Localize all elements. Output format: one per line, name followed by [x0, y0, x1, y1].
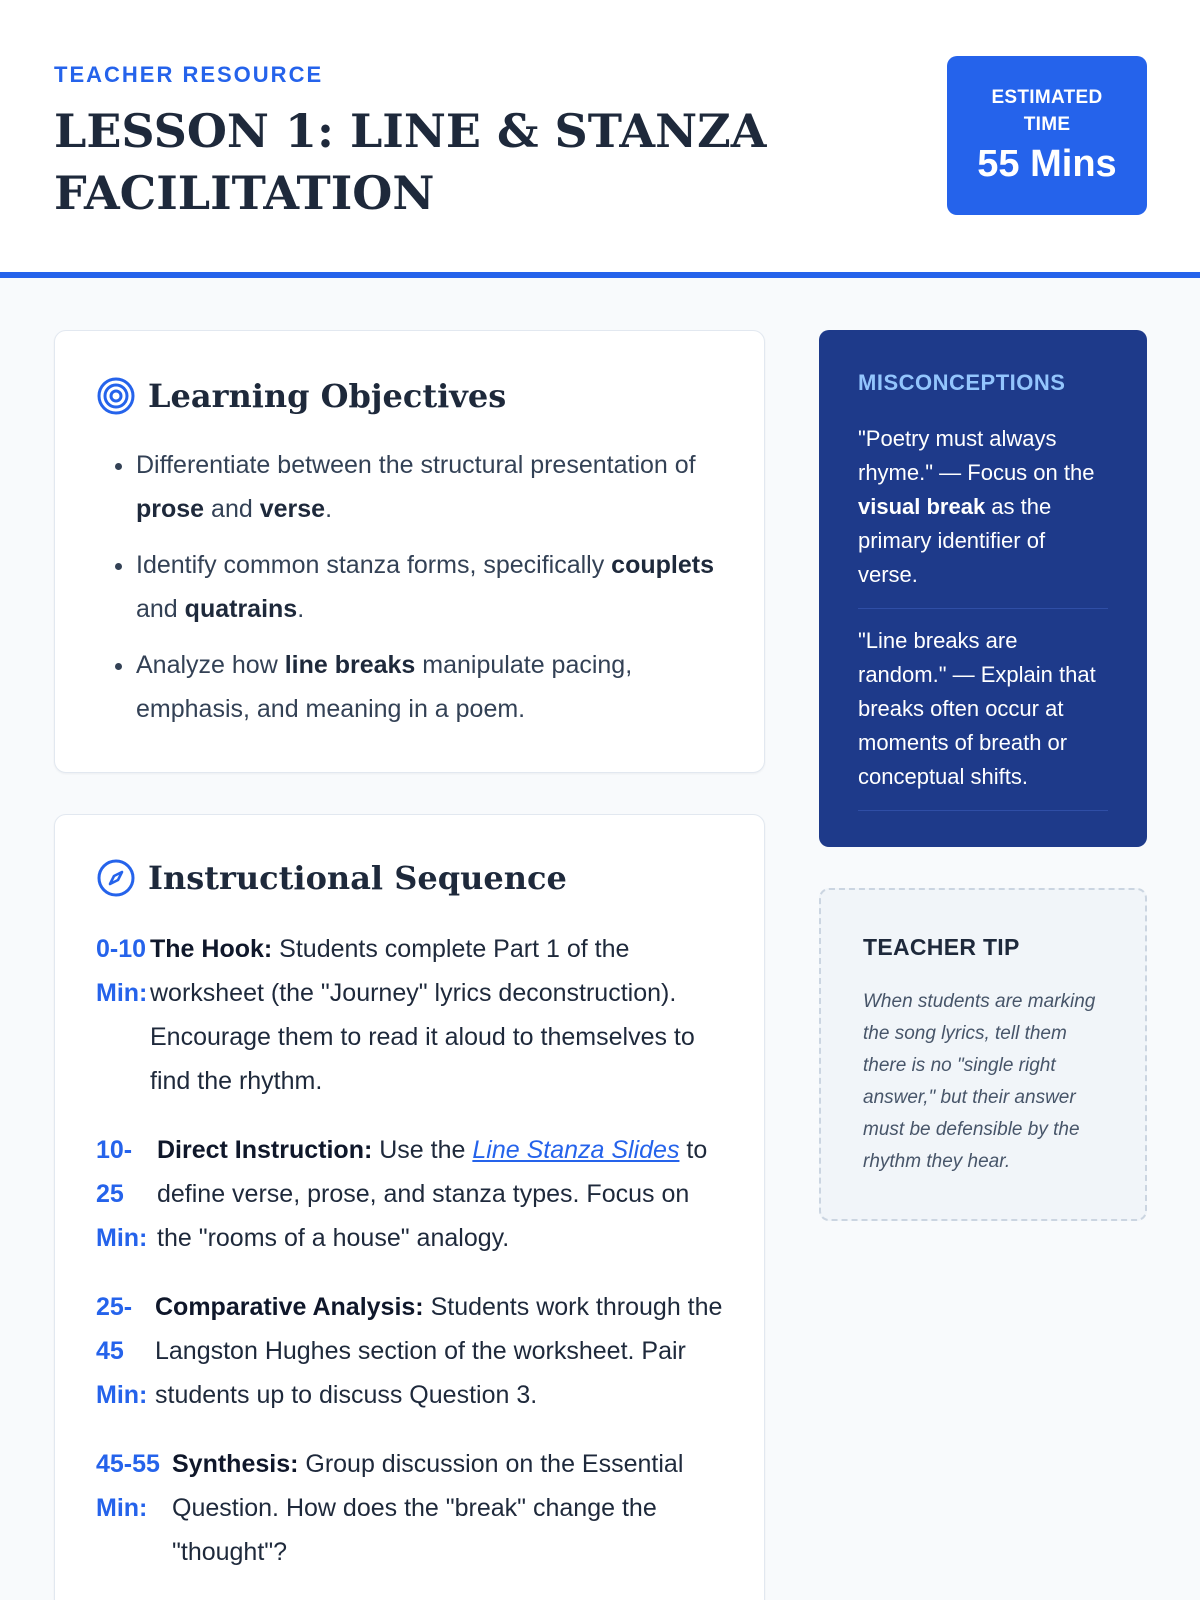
- misconceptions-heading: MISCONCEPTIONS: [858, 370, 1066, 395]
- list-item: [96, 927, 726, 1103]
- sequence-list: [96, 927, 726, 1599]
- sequence-time: 0-10 Min:: [96, 935, 148, 1007]
- page-title: LESSON 1: LINE & STANZA FACILITATION: [54, 104, 767, 220]
- eyebrow-label: TEACHER RESOURCE: [54, 62, 324, 87]
- misconceptions-panel: [819, 330, 1147, 847]
- teacher-tip-panel: [819, 888, 1147, 1221]
- sequence-description: Comparative Analysis: Students work through the Langston Hughes section of the worksheet. Pair students up to discuss Question 3.: [155, 1293, 723, 1409]
- estimated-time-badge: [947, 56, 1147, 215]
- estimated-time-value: 55 Mins: [977, 143, 1117, 185]
- learning-objectives-heading: Learning Objectives: [148, 377, 507, 415]
- sequence-description: The Hook: Students complete Part 1 of the worksheet (the "Journey" lyrics deconstruction). Encourage them to read it aloud to themselves to find the rhythm.: [150, 935, 695, 1095]
- objectives-list: [136, 443, 736, 743]
- line-stanza-slides-link[interactable]: Line Stanza Slides: [472, 1136, 680, 1164]
- sequence-time: 25-45 Min:: [96, 1293, 148, 1409]
- teacher-tip-text: When students are marking the song lyrics, tell them there is no "single right answer," but their answer must be defensible by the rhythm they hear.: [863, 991, 1096, 1172]
- compass-icon: [96, 858, 136, 898]
- page-header: [0, 0, 1200, 278]
- list-item: • Analyze how line breaks manipulate pacing, emphasis, and meaning in a poem.: [136, 643, 736, 731]
- learning-objectives-header: [96, 371, 506, 421]
- target-icon: [96, 376, 136, 416]
- list-item: [96, 1285, 726, 1417]
- estimated-time-label: ESTIMATED TIME: [991, 87, 1103, 135]
- sequence-time: 10-25 Min:: [96, 1136, 148, 1252]
- list-item: • Identify common stanza forms, specifically couplets and quatrains.: [136, 543, 736, 631]
- instructional-sequence-header: [96, 853, 567, 903]
- instructional-sequence-card: [54, 814, 765, 1600]
- learning-objectives-card: [54, 330, 765, 773]
- teacher-tip-heading: TEACHER TIP: [863, 934, 1020, 960]
- sequence-description: Synthesis: Group discussion on the Essential Question. How does the "break" change the "thought"?: [172, 1450, 684, 1566]
- misconception-item: "Line breaks are random." — Explain that breaks often occur at moments of breath or conceptual shifts.: [858, 624, 1108, 811]
- sequence-time: 45-55 Min:: [96, 1450, 160, 1522]
- sequence-description: Direct Instruction: Use the Line Stanza Slides to define verse, prose, and stanza types. Focus on the "rooms of a house" analogy.: [157, 1136, 708, 1252]
- list-item: • Differentiate between the structural presentation of prose and verse.: [136, 443, 736, 531]
- misconception-item: "Poetry must always rhyme." — Focus on the visual break as the primary identifier of verse.: [858, 422, 1108, 609]
- list-item: [96, 1128, 726, 1260]
- list-item: [96, 1442, 726, 1574]
- instructional-sequence-heading: Instructional Sequence: [148, 859, 567, 897]
